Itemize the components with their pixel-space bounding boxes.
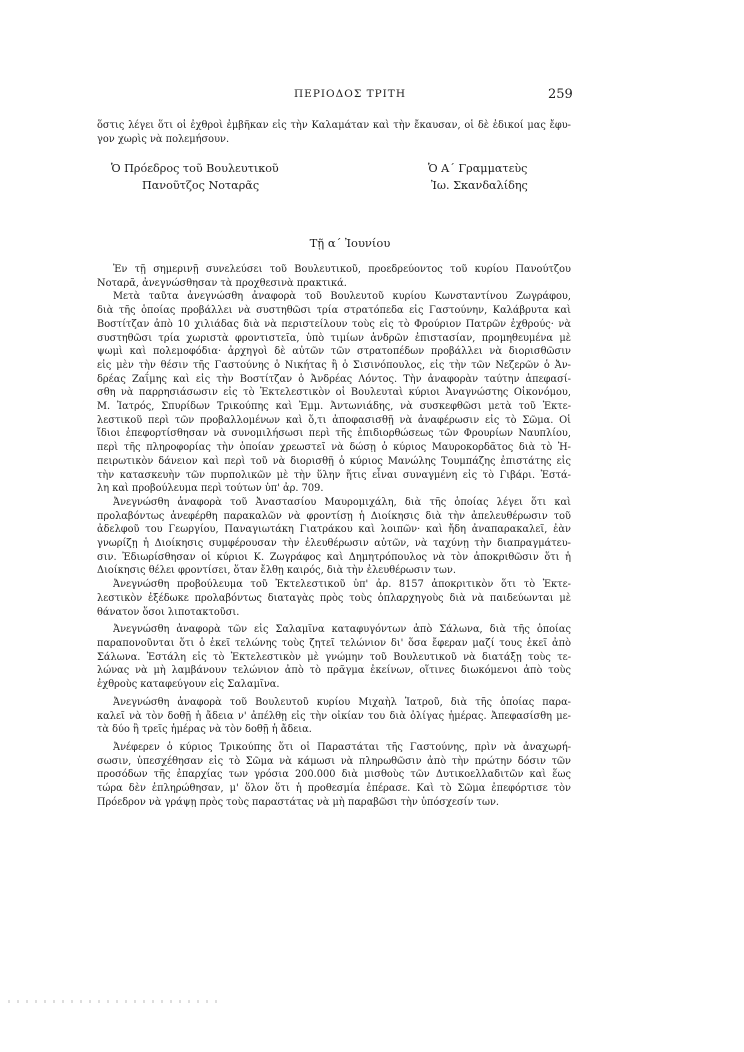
text-line: λη καὶ προβούλευμα περὶ τούτων ὑπ' ἀρ. 709. xyxy=(97,483,324,495)
text-line: ἐχθροὺς καταφεύγουν εἰς Σαλαμῖνα. xyxy=(97,679,280,691)
text-line: Ἀνεγνώσθη ἀναφορὰ τῶν εἰς Σαλαμῖνα καταφυγόντων ἀπὸ Σάλωνα, διὰ τῆς ὁποίας xyxy=(113,624,571,636)
text-line: ὅστις λέγει ὅτι οἱ ἐχθροὶ ἐμβῆκαν εἰς τὴν Καλαμάταν καὶ τὴν ἔκαυσαν, οἱ δὲ ἐδικοί μας ἔφυ- xyxy=(97,120,571,131)
page-header xyxy=(0,88,744,108)
paragraph xyxy=(97,496,571,578)
secretary-name: Ἰω. Σκανδαλίδης xyxy=(431,179,528,192)
text-line: πειρωτικὸν δάνειον καὶ περὶ τοῦ νὰ διορισθῇ ὁ κύριος Μανώλης Τουμπάζης ἐπιστάτης εἰς xyxy=(97,455,571,467)
text-line: καλεῖ νὰ τὸν δοθῇ ἡ ἄδεια ν' ἀπέλθῃ εἰς τὴν οἰκίαν του διὰ ὀλίγας ἡμέρας. Ἀπεφασίσθη με- xyxy=(97,710,571,722)
text-line: τὴν κατασκευὴν τῶν πυρπολικῶν μὲ τὴν ὕλην ἥτις εἶναι συναγμένη εἰς τὸ Γιβάρι. Ἐστά- xyxy=(97,469,571,481)
text-line: Σάλωνα. Ἐστάλη εἰς τὸ Ἐκτελεστικὸν μὲ γνώμην τοῦ Βουλευτικοῦ νὰ διατάξῃ τοὺς τε- xyxy=(97,651,571,663)
running-title: ΠΕΡΙΟΔΟΣ ΤΡΙΤΗ xyxy=(294,88,406,100)
text-line: διὰ τῆς ὁποίας προβάλλει νὰ συστηθῶσι τρία στρατόπεδα εἰς Γαστούνην, Καλάβρυτα καὶ xyxy=(97,305,571,317)
text-line: Ἀνέφερεν ὁ κύριος Τρικούπης ὅτι οἱ Παραστάται τῆς Γαστούνης, πρὶν νὰ ἀναχωρή- xyxy=(113,741,571,753)
text-line: θάνατον ὅσοι λιποτακτοῦσι. xyxy=(97,606,240,618)
date-heading: Τῇ α΄ Ἰουνίου xyxy=(309,236,391,250)
text-line: Ἀνεγνώσθη ἀναφορὰ τοῦ Ἀναστασίου Μαυρομιχάλη, διὰ τῆς ὁποίας λέγει ὅτι καὶ xyxy=(113,496,571,508)
text-line: τώρα δὲν ἐπληρώθησαν, μ' ὅλον ὅτι ἡ προθεσμία ἐπέρασε. Καὶ τὸ Σῶμα ἐπεφόρτισε τὸν xyxy=(97,783,571,795)
text-line: Μ. Ἰατρός, Σπυρίδων Τρικούπης καὶ Ἐμμ. Ἀντωνιάδης, νὰ συσκεφθῶσι μετὰ τοῦ Ἐκτε- xyxy=(97,401,571,413)
secretary-signature xyxy=(428,160,528,194)
text-line: σιν. Ἐδιωρίσθησαν οἱ κύριοι Κ. Ζωγράφος καὶ Δημητρόπουλος νὰ τὸν ἀποκριθῶσιν ὅτι ἡ xyxy=(97,551,571,563)
paragraph xyxy=(97,578,571,619)
text-line: Πρόεδρον νὰ γράψῃ πρὸς τοὺς παραστάτας νὰ μὴ παραβῶσι τὴν ὑπόσχεσίν των. xyxy=(97,796,500,808)
secretary-title: Ὁ Α΄ Γραμματεὺς xyxy=(428,162,528,175)
text-line: λεστικοῦ περὶ τῶν προβαλλομένων καὶ ὅ,τι ἀποφασισθῇ νὰ ἀναφέρωσιν εἰς τὸ Σῶμα. Οἱ xyxy=(97,414,571,426)
text-line: σωσιν, ὑπεσχέθησαν εἰς τὸ Σῶμα νὰ κάμωσι νὰ πληρωθῶσιν ἀπὸ τὴν πρώτην δόσιν τῶν xyxy=(97,755,571,767)
president-signature xyxy=(111,160,279,194)
text-line: ἴδιοι ἐπεφορτίσθησαν νὰ συνομιλήσωσι περὶ τῆς ἐπιδιορθώσεως τῶν Φρουρίων Ναυπλίου, xyxy=(97,428,571,440)
text-line: Μετὰ ταῦτα ἀνεγνώσθη ἀναφορὰ τοῦ Βουλευτοῦ κυρίου Κωνσταντίνου Ζωγράφου, xyxy=(113,291,571,303)
text-line: Ἐν τῇ σημερινῇ συνελεύσει τοῦ Βουλευτικοῦ, προεδρεύοντος τοῦ κυρίου Πανούτζου xyxy=(113,264,571,275)
text-line: Ἀνεγνώσθη προβούλευμα τοῦ Ἐκτελεστικοῦ ὑπ' ἀρ. 8157 ἀποκριτικὸν ὅτι τὸ Ἐκτε- xyxy=(113,579,571,591)
page-number: 259 xyxy=(548,87,573,102)
intro-paragraph xyxy=(97,119,571,146)
text-line: προλαβόντως ἀνεφέρθη παρακαλῶν νὰ φροντίσῃ ἡ Διοίκησις διὰ τὴν ἀπελευθέρωσιν τοῦ xyxy=(97,510,571,522)
text-line: λώνας νὰ μὴ λαμβάνουν τελώνιον ἀπὸ τὸ πρᾶγμα ἐκείνων, οἵτινες διωκόμενοι ἀπὸ τοὺς xyxy=(97,665,571,677)
scan-artifact xyxy=(8,1000,218,1003)
text-line: λεστικὸν ἐξέδωκε προλαβόντως διαταγὰς πρὸς τοὺς ὁπλαρχηγοὺς διὰ νὰ παιδεύωνται μὲ xyxy=(97,592,571,604)
text-line: γνωρίζῃ ἡ Διοίκησις συμφέρουσαν τὴν ἐλευθέρωσιν αὐτῶν, νὰ ταχύνῃ τὴν διαπραγμάτευ- xyxy=(97,538,571,550)
text-line: ψωμὶ καὶ πολεμοφόδια· ἀρχηγοὶ δὲ αὐτῶν τῶν στρατοπέδων προβάλλει νὰ διορισθῶσιν xyxy=(97,346,571,358)
text-line: τὰ δύο ἢ τρεῖς ἡμέρας νὰ τὸν δοθῇ ἡ ἄδεια. xyxy=(97,724,312,736)
text-line: παραπονοῦνται ὅτι ὁ ἐκεῖ τελώνης τοὺς ζητεῖ τελώνιον δι' ὅσα ἔφεραν μαζί τους ἐκεῖ ἀπὸ xyxy=(97,637,571,649)
text-line: γον χωρὶς νὰ πολεμήσουν. xyxy=(97,133,230,145)
text-line: σθη νὰ παρρησιάσωσιν εἰς τὸ Ἐκτελεστικὸν οἱ Βουλευταὶ κύριοι Ἀναγνώστης Οἰκονόμου, xyxy=(97,387,571,399)
text-line: προσόδων τῆς ἐπαρχίας των γρόσια 200.000 διὰ μισθοὺς τῶν Δυτικοελλαδιτῶν καὶ ἕως xyxy=(97,769,571,781)
text-line: Διοίκησις θέλει φροντίσει, ὅταν ἔλθῃ καιρός, διὰ τὴν ἐλευθέρωσιν των. xyxy=(97,565,456,577)
president-name: Πανοῦτζος Νοταρᾶς xyxy=(142,179,260,192)
minutes-body xyxy=(97,263,571,809)
text-line: συστηθῶσι τρία χωριστὰ φροντιστεῖα, ὑπὸ τιμίων ἀνδρῶν ἐπιστασίαν, προμηθευμένα μὲ xyxy=(97,332,571,344)
paragraph xyxy=(97,696,571,737)
text-line: περὶ τῆς πληροφορίας τὴν ὁποίαν χρεωστεῖ νὰ δώσῃ ὁ κύριος Μαυροκορδᾶτος διὰ τὸ Ἠ- xyxy=(97,442,571,454)
text-line: Βοστίτζαν ἀπὸ 10 χιλιάδας διὰ νὰ περιστείλουν τοὺς εἰς τὸ Φρούριον Πατρῶν ἐχθρούς· νὰ xyxy=(97,318,571,330)
paragraph xyxy=(97,741,571,810)
text-line: ἀδελφοῦ του Γεωργίου, Παναγιωτάκη Γιατράκου καὶ λοιπῶν· καὶ ἤδη ἀναπαρακαλεῖ, ἐὰν xyxy=(97,524,571,536)
president-title: Ὁ Πρόεδρος τοῦ Βουλευτικοῦ xyxy=(111,162,279,175)
paragraph xyxy=(97,263,571,290)
text-line: δρέας Ζαΐμης καὶ εἰς τὴν Βοστίτζαν ὁ Ἀνδρέας Λόντος. Τὴν ἀναφορὰν ταύτην ἀπεφασί- xyxy=(97,373,571,385)
text-line: Νοταρᾶ, ἀνεγνώσθησαν τὰ προχθεσινὰ πρακτικά. xyxy=(97,277,347,289)
text-line: Ἀνεγνώσθη ἀναφορὰ τοῦ Βουλευτοῦ κυρίου Μιχαὴλ Ἰατροῦ, διὰ τῆς ὁποίας παρα- xyxy=(113,696,571,708)
paragraph xyxy=(97,623,571,692)
text-line: εἰς μὲν τὴν θέσιν τῆς Γαστούνης ὁ Νικήτας ἢ ὁ Σισινόπουλος, εἰς τὴν τῶν Νεζερῶν ὁ Ἀν- xyxy=(97,359,571,371)
paragraph xyxy=(97,290,571,496)
